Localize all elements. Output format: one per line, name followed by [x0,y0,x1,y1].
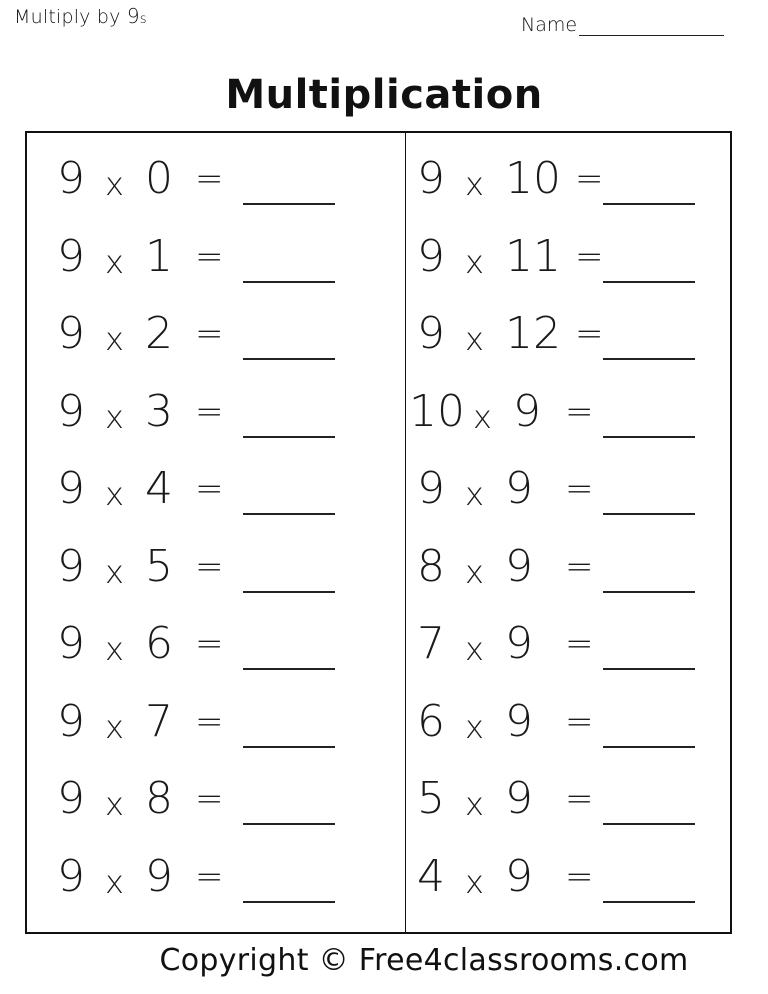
factor-b: 4 [145,463,173,514]
problem-row [407,153,747,219]
factor-a: 4 [417,850,445,902]
times-sign: x [465,552,484,591]
factor-b: 9 [505,618,533,669]
answer-blank[interactable] [243,358,335,360]
subject-number: 9 [126,4,140,28]
times-sign: x [465,630,484,668]
times-sign: x [465,475,484,513]
problem-row [27,308,367,374]
factor-a: 9 [417,230,445,282]
equals-sign: = [575,159,604,199]
factor-b: 9 [513,385,541,437]
factor-b: 12 [505,308,561,359]
factor-a: 9 [57,540,85,592]
factor-a: 9 [417,153,445,204]
times-sign: x [465,242,484,281]
answer-blank[interactable] [603,281,695,283]
times-sign: x [473,397,492,436]
factor-b: 9 [505,695,533,747]
equals-sign: = [195,546,224,587]
copyright-footer: Copyright © Free4classrooms.com [159,943,689,978]
factor-b: 3 [145,385,173,437]
problem-row [27,153,367,219]
problem-row [27,696,367,762]
factor-a: 9 [57,463,85,514]
times-sign: x [105,397,124,436]
equals-sign: = [565,856,594,897]
factor-b: 5 [145,540,173,592]
problem-row [407,463,747,529]
equals-sign: = [575,314,604,354]
column-divider [405,133,406,932]
factor-b: 11 [505,230,561,282]
answer-blank[interactable] [603,203,695,205]
answer-blank[interactable] [243,901,335,903]
subject-prefix: Multiply by [14,6,121,28]
answer-blank[interactable] [243,513,335,515]
times-sign: x [105,165,124,203]
equals-sign: = [565,469,594,509]
factor-a: 9 [417,463,445,514]
equals-sign: = [195,236,224,277]
equals-sign: = [195,391,224,432]
equals-sign: = [195,779,224,819]
problem-row [407,696,747,762]
problem-row [27,618,367,684]
factor-a: 7 [417,618,445,669]
problem-row [27,773,367,839]
factor-a: 9 [57,618,85,669]
answer-blank[interactable] [243,668,335,670]
name-label: Name [521,14,578,36]
equals-sign: = [195,624,224,664]
answer-blank[interactable] [243,203,335,205]
times-sign: x [105,320,124,358]
answer-blank[interactable] [243,823,335,825]
answer-blank[interactable] [243,436,335,438]
times-sign: x [465,320,484,358]
factor-a: 9 [417,308,445,359]
problem-row [27,463,367,529]
times-sign: x [465,862,484,901]
times-sign: x [105,707,124,746]
factor-b: 9 [505,463,533,514]
answer-blank[interactable] [603,823,695,825]
factor-b: 9 [505,773,533,824]
equals-sign: = [195,469,224,509]
problem-row [407,308,747,374]
times-sign: x [105,552,124,591]
times-sign: x [105,785,124,823]
factor-b: 7 [145,695,173,747]
problem-row [27,386,367,452]
times-sign: x [465,707,484,746]
answer-blank[interactable] [603,513,695,515]
factor-a: 9 [57,850,85,902]
answer-blank[interactable] [243,281,335,283]
answer-blank[interactable] [243,591,335,593]
answer-blank[interactable] [603,901,695,903]
answer-blank[interactable] [243,746,335,748]
factor-b: 6 [145,618,173,669]
problem-row [407,773,747,839]
subject-suffix: s [139,12,147,27]
equals-sign: = [195,701,224,742]
answer-blank[interactable] [603,746,695,748]
problems-box [25,131,732,934]
page-title: Multiplication [225,72,543,118]
times-sign: x [105,862,124,901]
equals-sign: = [195,159,224,199]
answer-blank[interactable] [603,358,695,360]
answer-blank[interactable] [603,668,695,670]
factor-a: 9 [57,308,85,359]
factor-b: 10 [505,153,561,204]
factor-b: 9 [505,850,533,902]
times-sign: x [105,475,124,513]
factor-a: 9 [57,773,85,824]
answer-blank[interactable] [603,591,695,593]
factor-a: 10 [409,385,465,437]
times-sign: x [105,630,124,668]
factor-a: 9 [57,385,85,437]
equals-sign: = [195,856,224,897]
factor-a: 6 [417,695,445,747]
factor-b: 9 [145,850,173,902]
name-field[interactable] [521,14,724,36]
problem-row [27,231,367,297]
problem-row [407,231,747,297]
equals-sign: = [565,624,594,664]
problem-row [407,541,747,607]
equals-sign: = [565,779,594,819]
factor-a: 9 [57,695,85,747]
factor-a: 8 [417,540,445,592]
equals-sign: = [195,314,224,354]
times-sign: x [465,785,484,823]
factor-b: 8 [145,773,173,824]
factor-b: 2 [145,308,173,359]
equals-sign: = [565,701,594,742]
name-line[interactable] [579,17,724,36]
factor-b: 9 [505,540,533,592]
equals-sign: = [565,391,594,432]
factor-a: 9 [57,153,85,204]
problem-row [27,541,367,607]
answer-blank[interactable] [603,436,695,438]
factor-b: 1 [145,230,173,282]
equals-sign: = [575,236,604,277]
problem-row [407,386,747,452]
factor-b: 0 [145,153,173,204]
times-sign: x [105,242,124,281]
problem-row [407,618,747,684]
factor-a: 5 [417,773,445,824]
equals-sign: = [565,546,594,587]
problem-row [27,851,367,917]
times-sign: x [465,165,484,203]
factor-a: 9 [57,230,85,282]
worksheet-subject [14,4,147,28]
problem-row [407,851,747,917]
